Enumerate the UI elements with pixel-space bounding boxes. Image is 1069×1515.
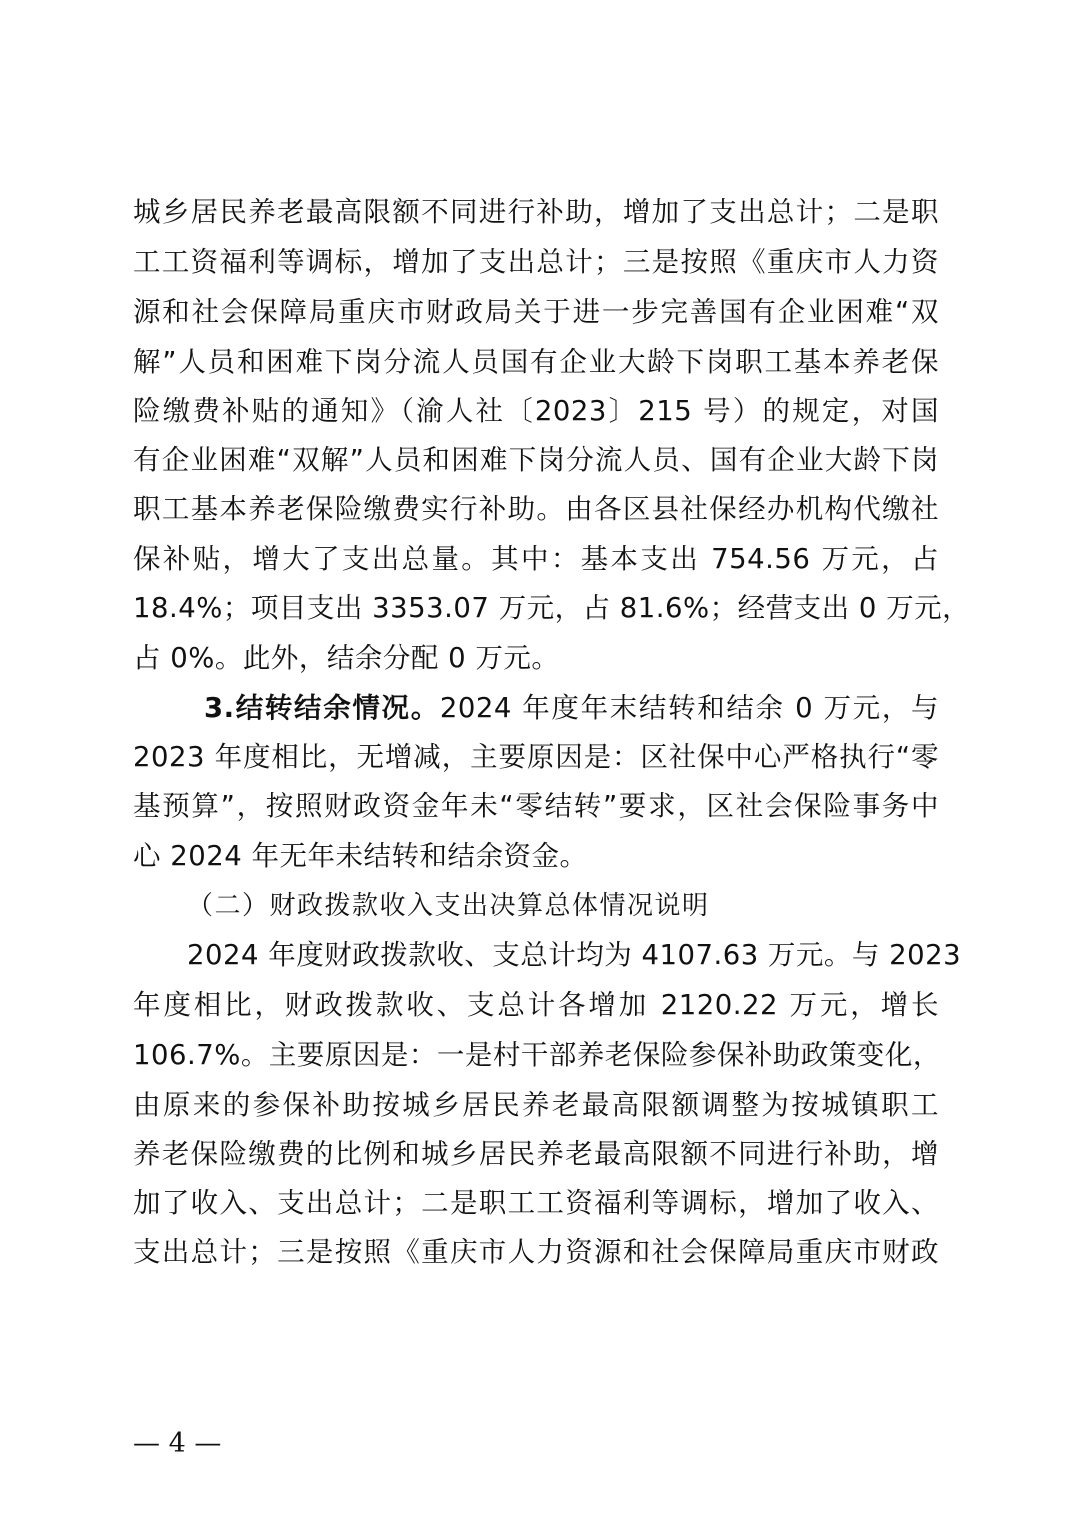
body-line: 18.4%；项目支出 3353.07 万元，占 81.6%；经营支出 0 万元，	[133, 592, 971, 624]
subheading-line	[204, 686, 939, 730]
body-line: 城乡居民养老最高限额不同进行补助，增加了支出总计；二是职	[133, 196, 939, 228]
body-line: 2024 年度财政拨款收、支总计均为 4107.63 万元。与 2023	[187, 939, 962, 971]
body-line: 由原来的参保补助按城乡居民养老最高限额调整为按城镇职工	[133, 1089, 939, 1121]
body-line: 职工基本养老保险缴费实行补助。由各区县社保经办机构代缴社	[133, 493, 939, 525]
subheading-title: 3.结转结余情况。	[204, 692, 440, 724]
page-number: — 4 —	[133, 1428, 222, 1459]
body-line: 106.7%。主要原因是：一是村干部养老保险参保补助政策变化，	[133, 1039, 941, 1071]
body-line: 有企业困难“双解”人员和困难下岗分流人员、国有企业大龄下岗	[133, 444, 939, 476]
body-line: 支出总计；三是按照《重庆市人力资源和社会保障局重庆市财政	[133, 1236, 939, 1268]
body-line: 源和社会保障局重庆市财政局关于进一步完善国有企业困难“双	[133, 296, 939, 328]
body-line: 年度相比，财政拨款收、支总计各增加 2120.22 万元，增长	[133, 989, 939, 1021]
body-line: 养老保险缴费的比例和城乡居民养老最高限额不同进行补助，增	[133, 1138, 939, 1170]
body-line: 险缴费补贴的通知》（渝人社〔2023〕215 号）的规定，对国	[133, 395, 939, 427]
body-line: 心 2024 年无年未结转和结余资金。	[133, 840, 588, 872]
body-line: 2023 年度相比，无增减，主要原因是：区社保中心严格执行“零	[133, 741, 939, 773]
body-line: 解”人员和困难下岗分流人员国有企业大龄下岗职工基本养老保	[133, 346, 939, 378]
body-line: 加了收入、支出总计；二是职工工资福利等调标，增加了收入、	[133, 1187, 939, 1219]
body-line: 保补贴，增大了支出总量。其中：基本支出 754.56 万元，占	[133, 543, 939, 575]
body-line: 占 0%。此外，结余分配 0 万元。	[133, 642, 560, 674]
body-line: 工工资福利等调标，增加了支出总计；三是按照《重庆市人力资	[133, 246, 939, 278]
subheading-text: 2024 年度年末结转和结余 0 万元，与	[439, 692, 939, 724]
body-line: 基预算”，按照财政资金年未“零结转”要求，区社会保险事务中	[133, 790, 939, 822]
section-heading: （二）财政拨款收入支出决算总体情况说明	[187, 891, 710, 921]
